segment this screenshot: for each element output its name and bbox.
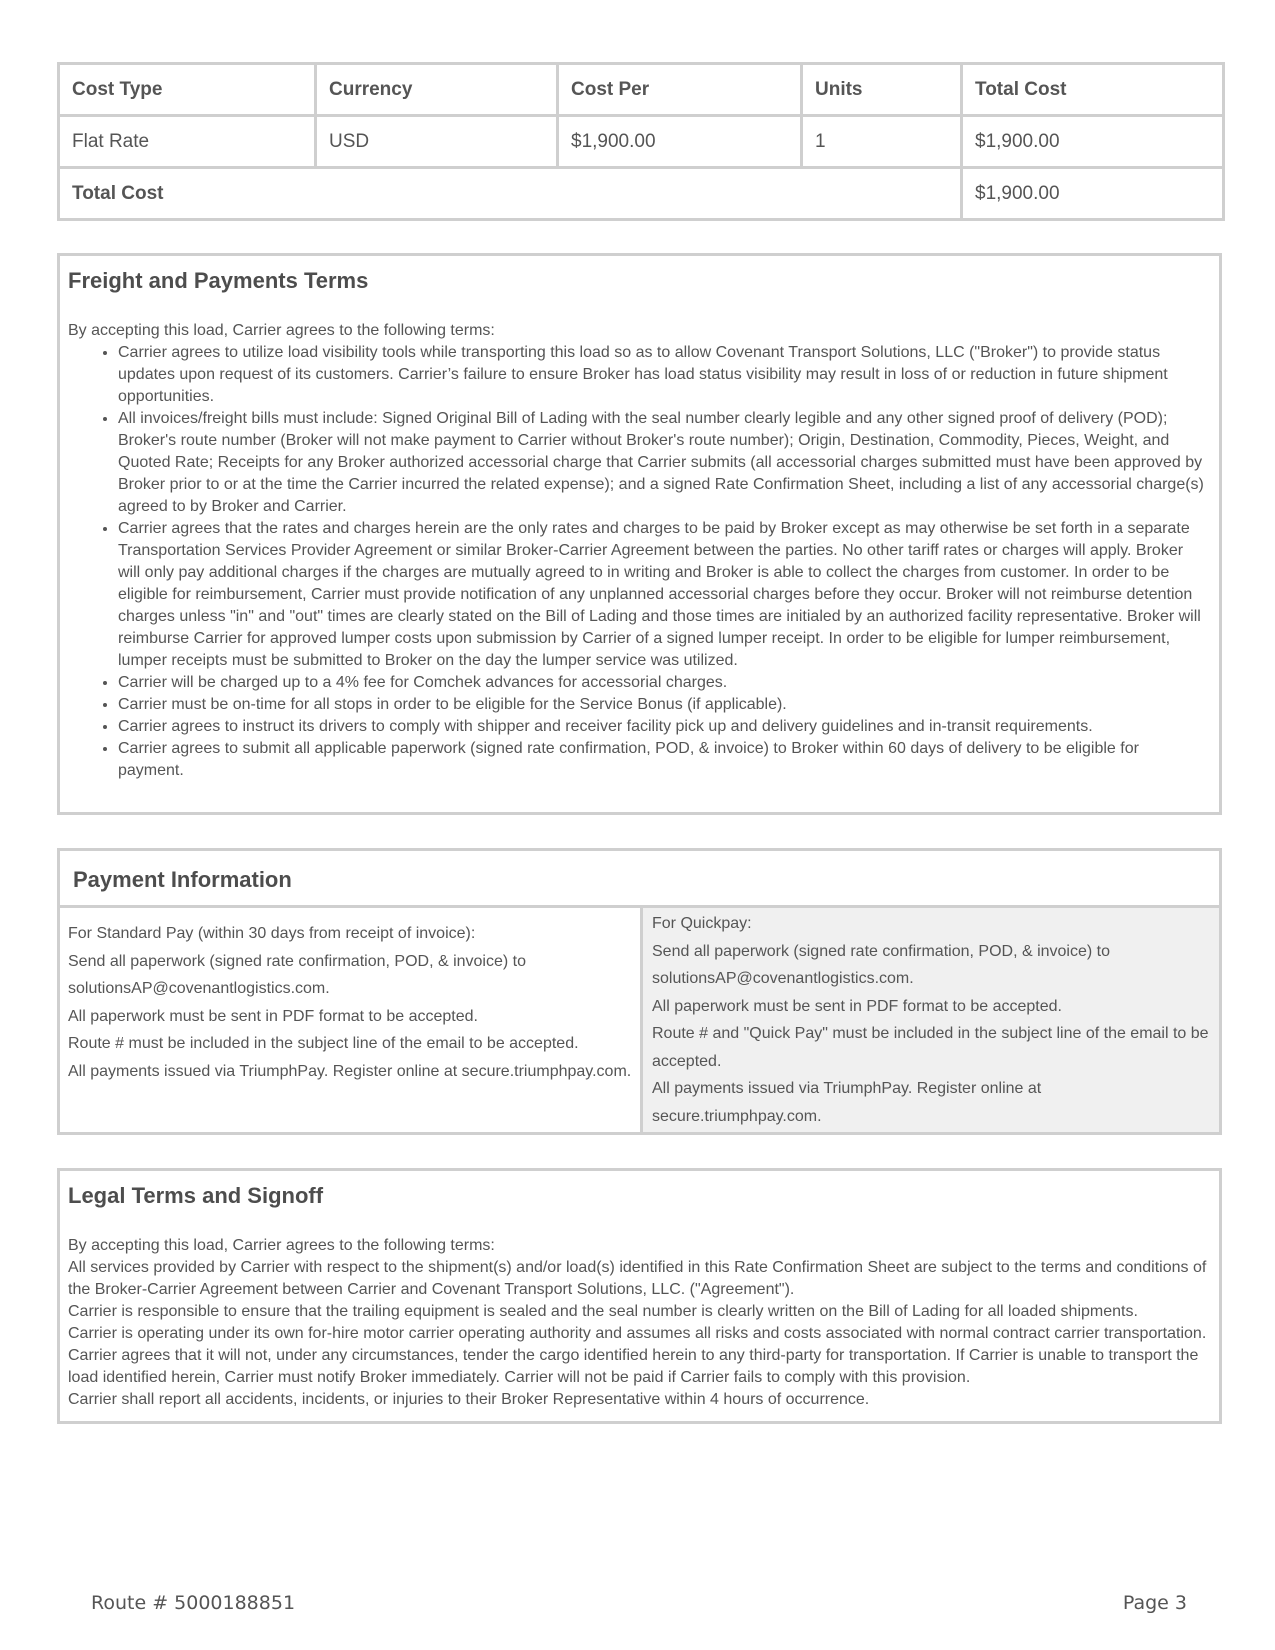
legal-paragraph: Carrier shall report all accidents, incidents, or injuries to their Broker Representative within 4 hours of occurrence.: [68, 1391, 870, 1408]
list-item: • Carrier agrees to utilize load visibility tools while transporting this load so as to allow Covenant Transport Solutions, LLC ("Broker") to provide status updates upon request of its customers. Carrier’s failure to ensure Broker has load status visibility may result in loss of or reduction in future shipment opportunities.: [118, 342, 1209, 408]
standard-pay-line: All payments issued via TriumphPay. Register online at secure.triumphpay.com.: [68, 1062, 632, 1080]
total-cost-value: $1,900.00: [962, 168, 1224, 220]
list-item: • All invoices/freight bills must include: Signed Original Bill of Lading with the seal number clearly legible and any other signed proof of delivery (POD); Broker's route number (Broker will not make payment to Carrier without Broker's route number); Origin, Destination, Commodity, Pieces, Weight, and Quoted Rate; Receipts for any Broker authorized accessorial charge that Carrier submits (all accessorial charges submitted must have been approved by Broker prior to or at the time the Carrier incurred the related expense); and a signed Rate Confirmation Sheet, including a list of any accessorial charge(s) agreed to by Broker and Carrier.: [118, 408, 1209, 518]
freight-terms-section: [57, 253, 1222, 815]
list-item: • Carrier agrees to instruct its drivers to comply with shipper and receiver facility pick up and delivery guidelines and in-transit requirements.: [118, 716, 1209, 738]
payment-information-section: [57, 848, 1222, 1135]
total-row: [59, 168, 1224, 220]
quickpay-line: Route # and "Quick Pay" must be included in the subject line of the email to be accepted.: [652, 1025, 1209, 1070]
table-row: [59, 116, 1224, 168]
cell-cost-type: Flat Rate: [59, 116, 316, 168]
section-title: Legal Terms and Signoff: [68, 1183, 324, 1208]
standard-pay-line: Send all paperwork (signed rate confirmation, POD, & invoice) to solutionsAP@covenantlogistics.com.: [68, 952, 526, 997]
list-item: • Carrier must be on-time for all stops in order to be eligible for the Service Bonus (if applicable).: [118, 694, 1209, 716]
cell-units: 1: [802, 116, 962, 168]
header-cost-per: Cost Per: [558, 64, 802, 116]
legal-paragraph: Carrier is responsible to ensure that the trailing equipment is sealed and the seal number is clearly written on the Bill of Lading for all loaded shipments.: [68, 1303, 1138, 1320]
cost-table: [57, 62, 1225, 221]
freight-terms-list: [68, 342, 1209, 782]
quickpay-line: For Quickpay:: [652, 915, 752, 932]
section-title: Freight and Payments Terms: [68, 268, 369, 293]
legal-terms-section: [57, 1168, 1222, 1424]
cell-currency: USD: [316, 116, 558, 168]
list-item: • Carrier agrees to submit all applicable paperwork (signed rate confirmation, POD, & invoice) to Broker within 60 days of delivery to be eligible for payment.: [118, 738, 1209, 782]
footer-page-number: Page 3: [1122, 1592, 1187, 1614]
freight-intro: By accepting this load, Carrier agrees to the following terms:: [68, 322, 495, 339]
footer-route-number: Route # 5000188851: [91, 1592, 296, 1614]
legal-paragraph: All services provided by Carrier with respect to the shipment(s) and/or load(s) identified in this Rate Confirmation Sheet are subject to the terms and conditions of the Broker-Carrier Agreement between Carrier and Covenant Transport Solutions, LLC. ("Agreement").: [68, 1259, 1207, 1298]
quickpay-column: [643, 908, 1219, 1132]
header-cost-type: Cost Type: [59, 64, 316, 116]
list-item: • Carrier will be charged up to a 4% fee for Comchek advances for accessorial charges.: [118, 672, 1209, 694]
header-currency: Currency: [316, 64, 558, 116]
header-total-cost: Total Cost: [962, 64, 1224, 116]
payment-columns: [60, 908, 1219, 1132]
quickpay-line: All paperwork must be sent in PDF format to be accepted.: [652, 997, 1062, 1015]
standard-pay-column: [60, 908, 643, 1132]
header-units: Units: [802, 64, 962, 116]
quickpay-line: Send all paperwork (signed rate confirmation, POD, & invoice) to solutionsAP@covenantlogistics.com.: [652, 942, 1110, 987]
standard-pay-line: Route # must be included in the subject line of the email to be accepted.: [68, 1035, 579, 1052]
standard-pay-line: All paperwork must be sent in PDF format to be accepted.: [68, 1007, 478, 1025]
legal-paragraph: Carrier is operating under its own for-hire motor carrier operating authority and assumes all risks and costs associated with normal contract carrier transportation. Carrier agrees that it will not, under any circumstances, tender the cargo identified herein to any third-party for transportation. If Carrier is unable to transport the load identified herein, Carrier must notify Broker immediately. Carrier will not be paid if Carrier fails to comply with this provision.: [68, 1325, 1207, 1386]
cost-table-header-row: [59, 64, 1224, 116]
rate-confirmation-page: [57, 62, 1222, 1424]
section-title: Payment Information: [73, 867, 292, 892]
standard-pay-line: For Standard Pay (within 30 days from receipt of invoice):: [68, 925, 476, 942]
legal-paragraph: By accepting this load, Carrier agrees to the following terms:: [68, 1237, 495, 1254]
cell-cost-per: $1,900.00: [558, 116, 802, 168]
list-item: • Carrier agrees that the rates and charges herein are the only rates and charges to be paid by Broker except as may otherwise be set forth in a separate Transportation Services Provider Agreement or similar Broker-Carrier Agreement between the parties. No other tariff rates or charges will apply. Broker will only pay additional charges if the charges are mutually agreed to in writing and Broker is able to collect the charges from customer. In order to be eligible for reimbursement, Carrier must provide notification of any unplanned accessorial charges before they occur. Broker will not reimburse detention charges unless "in" and "out" times are clearly stated on the Bill of Lading and those times are initialed by an authorized facility representative. Broker will reimburse Carrier for approved lumper costs upon submission by Carrier of a signed lumper receipt. In order to be eligible for lumper reimbursement, lumper receipts must be submitted to Broker on the day the lumper service was utilized.: [118, 518, 1209, 672]
quickpay-line: All payments issued via TriumphPay. Register online at secure.triumphpay.com.: [652, 1080, 1042, 1125]
payment-title-bar: [60, 851, 1219, 908]
cell-total-cost: $1,900.00: [962, 116, 1224, 168]
total-cost-label: Total Cost: [59, 168, 962, 220]
